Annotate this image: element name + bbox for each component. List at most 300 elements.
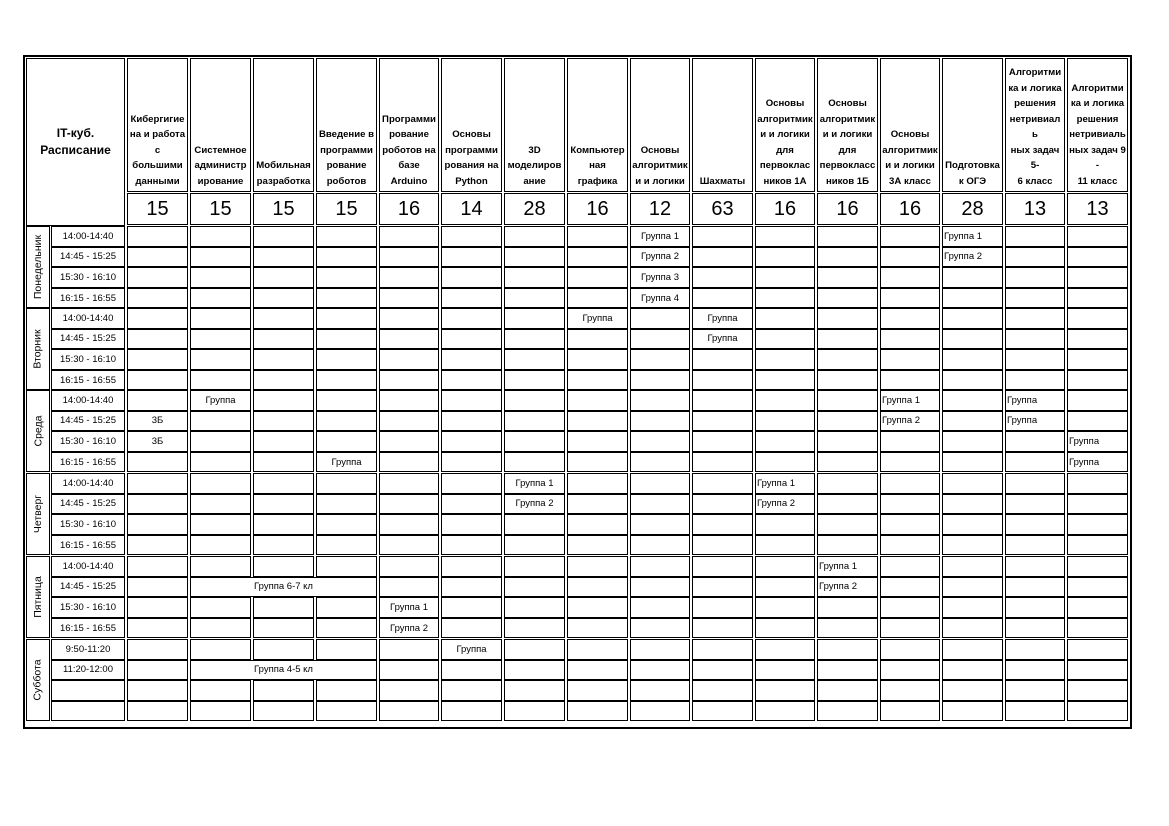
course-name-line: ание: [523, 175, 546, 187]
schedule-cell: [942, 473, 1003, 494]
schedule-cell: [316, 411, 377, 432]
schedule-cell: [567, 473, 628, 494]
course-name: [569, 143, 626, 190]
schedule-cell: [1005, 680, 1065, 701]
schedule-cell: [880, 329, 940, 350]
title-line-2: Расписание: [40, 143, 111, 157]
schedule-cell: [253, 680, 314, 701]
schedule-cell: [379, 247, 439, 268]
course-name: [443, 127, 500, 189]
course-name-line: ка и логика: [1070, 98, 1125, 109]
schedule-cell: [253, 411, 314, 432]
group-label: Группа 1: [757, 477, 796, 489]
schedule-cell: [817, 535, 878, 556]
schedule-cell: [630, 267, 690, 288]
schedule-cell: [1067, 494, 1128, 515]
schedule-cell: [817, 267, 878, 288]
schedule-cell: [1067, 329, 1128, 350]
schedule-cell: [316, 535, 377, 556]
course-header: [253, 58, 314, 192]
schedule-cell: [1005, 701, 1065, 722]
schedule-cell: [817, 431, 878, 452]
student-count: 13: [1005, 193, 1065, 225]
schedule-cell: [253, 514, 314, 535]
schedule-cell: [504, 680, 565, 701]
schedule-cell: [441, 494, 502, 515]
schedule-cell: [253, 597, 314, 618]
schedule-cell: [567, 535, 628, 556]
schedule-cell: [755, 247, 815, 268]
course-name-line: моделиров: [507, 160, 562, 171]
schedule-cell: [942, 411, 1003, 432]
schedule-cell: [630, 680, 690, 701]
day-label: [26, 390, 50, 472]
schedule-cell: [1067, 452, 1128, 473]
schedule-cell: [190, 288, 251, 309]
schedule-cell: [1067, 514, 1128, 535]
schedule-cell: [630, 329, 690, 350]
schedule-cell: [817, 556, 878, 577]
schedule-cell: [190, 267, 251, 288]
course-header: [1005, 58, 1065, 192]
schedule-cell: [379, 349, 439, 370]
schedule-cell: [630, 514, 690, 535]
schedule-cell: [692, 452, 753, 473]
schedule-cell: [1067, 349, 1128, 370]
time-slot: 16:15 - 16:55: [51, 618, 125, 639]
schedule-cell: [379, 535, 439, 556]
schedule-cell: [253, 288, 314, 309]
schedule-cell: [567, 288, 628, 309]
schedule-cell: [880, 411, 940, 432]
schedule-cell: [379, 431, 439, 452]
schedule-cell: [692, 639, 753, 660]
schedule-cell: [1067, 535, 1128, 556]
schedule-cell: [441, 680, 502, 701]
time-slot: 14:00-14:40: [51, 473, 125, 494]
schedule-cell: [630, 535, 690, 556]
course-name-line: решения: [1076, 113, 1119, 125]
student-count: 63: [692, 193, 753, 225]
schedule-cell: [379, 288, 439, 309]
course-name-line: Кибергигие: [130, 113, 185, 125]
schedule-cell: [253, 535, 314, 556]
course-name-line: алгоритмик: [882, 144, 938, 156]
schedule-cell: [1067, 473, 1128, 494]
time-slot: 16:15 - 16:55: [51, 535, 125, 556]
schedule-cell: [379, 473, 439, 494]
schedule-cell: [817, 349, 878, 370]
student-count: 13: [1067, 193, 1128, 225]
schedule-cell: [567, 370, 628, 391]
course-name-line: рование: [326, 160, 367, 171]
schedule-cell: [880, 267, 940, 288]
schedule-cell: [1067, 370, 1128, 391]
course-header: [755, 58, 815, 192]
schedule-cell: [190, 411, 251, 432]
time-slot: 14:45 - 15:25: [51, 329, 125, 350]
schedule-cell: [817, 247, 878, 268]
schedule-cell: [127, 639, 188, 660]
course-header: [1067, 58, 1128, 192]
course-name-line: с: [154, 144, 161, 156]
schedule-cell: [1005, 308, 1065, 329]
schedule-cell: [1005, 535, 1065, 556]
schedule-cell: [817, 308, 878, 329]
schedule-cell: [692, 514, 753, 535]
schedule-cell: [190, 473, 251, 494]
course-name-line: 11 класс: [1077, 175, 1118, 187]
course-name: [882, 127, 938, 189]
schedule-cell: [755, 535, 815, 556]
schedule-cell: [190, 556, 251, 577]
schedule-cell: [630, 701, 690, 722]
schedule-cell: [755, 329, 815, 350]
group-label: Группа 2: [640, 251, 680, 263]
schedule-cell: [692, 701, 753, 722]
schedule-cell: [253, 701, 314, 722]
time-slot: 16:15 - 16:55: [51, 370, 125, 391]
time-slot: 11:20-12:00: [51, 660, 125, 681]
time-slot: 14:45 - 15:25: [51, 411, 125, 432]
schedule-cell: [755, 597, 815, 618]
student-count: 15: [253, 193, 314, 225]
schedule-cell: [127, 308, 188, 329]
time-slot: 14:00-14:40: [51, 308, 125, 329]
schedule-cell: [692, 329, 753, 350]
schedule-cell: [567, 556, 628, 577]
course-name-line: 3D: [528, 144, 541, 156]
schedule-cell: [253, 473, 314, 494]
schedule-cell: [441, 597, 502, 618]
schedule-cell: [755, 431, 815, 452]
course-header: [567, 58, 628, 192]
schedule-cell: [127, 390, 188, 411]
schedule-cell: [504, 329, 565, 350]
schedule-cell: [630, 370, 690, 391]
schedule-cell: [755, 226, 815, 247]
schedule-cell: [755, 308, 815, 329]
course-name: [129, 112, 186, 190]
schedule-cell: [630, 660, 690, 681]
schedule-cell: [755, 390, 815, 411]
course-name-line: базе: [398, 160, 420, 171]
schedule-cell: [1067, 680, 1128, 701]
course-name-line: рование: [389, 129, 429, 140]
course-name-line: алгоритмик: [757, 113, 813, 125]
day-name: Четверг: [32, 495, 44, 534]
group-label: Группа 2: [882, 415, 921, 427]
day-label: [26, 308, 50, 390]
schedule-cell: [1067, 577, 1128, 598]
schedule-cell: [253, 494, 314, 515]
schedule-cell: [316, 452, 377, 473]
schedule-cell: [190, 618, 251, 639]
schedule-cell: [630, 452, 690, 473]
schedule-cell: [817, 370, 878, 391]
schedule-cell: [692, 577, 753, 598]
schedule-cell: [190, 597, 251, 618]
schedule-cell: [567, 577, 628, 598]
schedule-cell: [942, 288, 1003, 309]
schedule-cell: [127, 452, 188, 473]
schedule-cell: [880, 494, 940, 515]
schedule-cell: [316, 288, 377, 309]
schedule-cell: [504, 411, 565, 432]
course-name: [255, 158, 312, 189]
schedule-cell: [253, 247, 314, 268]
day-label: [26, 473, 50, 555]
course-name: [1069, 81, 1126, 190]
schedule-cell: [880, 473, 940, 494]
course-name-line: ирование: [197, 175, 244, 187]
schedule-cell: [567, 660, 628, 681]
schedule-cell: [817, 473, 878, 494]
course-name-line: решения: [1014, 98, 1056, 109]
day-name: Среда: [32, 415, 44, 447]
schedule-cell: [630, 411, 690, 432]
group-label: Группа 2: [944, 251, 983, 263]
schedule-cell: [504, 494, 565, 515]
schedule-cell: [127, 411, 188, 432]
schedule-cell: [880, 701, 940, 722]
schedule-cell: [127, 577, 188, 598]
schedule-cell: [755, 370, 815, 391]
schedule-cell: [755, 618, 815, 639]
schedule-cell: [127, 267, 188, 288]
schedule-cell: [316, 701, 377, 722]
schedule-cell: [755, 411, 815, 432]
schedule-cell: [692, 226, 753, 247]
group-label: Группа: [205, 394, 236, 406]
schedule-cell: [1067, 288, 1128, 309]
schedule-cell: [1067, 226, 1128, 247]
schedule-cell: [880, 308, 940, 329]
schedule-cell: [127, 597, 188, 618]
schedule-cell: [1005, 597, 1065, 618]
course-name-line: Подготовка: [945, 160, 1000, 171]
schedule-cell: [316, 267, 377, 288]
course-name-line: Введение в: [318, 129, 375, 140]
schedule-cell: [441, 660, 502, 681]
course-name-line: нетривиаль: [1009, 113, 1061, 140]
schedule-cell: [942, 390, 1003, 411]
schedule-cell: [755, 349, 815, 370]
schedule-cell: [630, 556, 690, 577]
schedule-cell: [190, 247, 251, 268]
schedule-cell: [504, 452, 565, 473]
schedule-cell: [817, 680, 878, 701]
schedule-cell: [316, 556, 377, 577]
schedule-cell: [755, 639, 815, 660]
schedule-cell: [817, 514, 878, 535]
schedule-cell: [567, 411, 628, 432]
day-label: [26, 226, 50, 308]
group-label: Группа 1: [640, 230, 680, 242]
course-name-line: администр: [194, 160, 247, 171]
group-label: Группа: [1069, 435, 1100, 447]
schedule-cell: [692, 370, 753, 391]
course-name-line: на и работа: [129, 129, 186, 140]
group-label: Группа 1: [389, 601, 429, 613]
schedule-cell: [567, 349, 628, 370]
schedule-cell: [755, 473, 815, 494]
schedule-cell: [1005, 556, 1065, 577]
group-label: Группа: [1007, 394, 1038, 406]
schedule-cell: [504, 247, 565, 268]
schedule-cell: [190, 452, 251, 473]
schedule-cell: [127, 329, 188, 350]
group-label: Группа: [707, 333, 738, 345]
schedule-cell: [1067, 618, 1128, 639]
course-name-line: Основы: [828, 98, 867, 109]
schedule-cell: [253, 452, 314, 473]
schedule-cell: [379, 308, 439, 329]
schedule-cell: [755, 494, 815, 515]
schedule-cell: [441, 577, 502, 598]
schedule-cell: [1005, 494, 1065, 515]
course-header: [504, 58, 565, 192]
schedule-cell: [441, 267, 502, 288]
course-name-line: ников 1Б: [825, 175, 870, 187]
schedule-cell: [567, 226, 628, 247]
schedule-cell: [755, 288, 815, 309]
schedule-cell: [817, 452, 878, 473]
time-slot: 16:15 - 16:55: [51, 288, 125, 309]
schedule-cell: [755, 556, 815, 577]
day-name: Вторник: [32, 329, 45, 369]
schedule-cell: [1067, 660, 1128, 681]
schedule-cell: [379, 370, 439, 391]
course-name: [944, 158, 1001, 189]
schedule-cell: [1005, 226, 1065, 247]
time-slot: 15:30 - 16:10: [51, 267, 125, 288]
course-name-line: Python: [455, 175, 488, 187]
schedule-cell: [692, 618, 753, 639]
schedule-cell: [817, 577, 878, 598]
schedule-cell: [379, 701, 439, 722]
schedule-cell: [1067, 308, 1128, 329]
schedule-cell: [630, 390, 690, 411]
schedule-cell: [942, 639, 1003, 660]
schedule-cell: [942, 349, 1003, 370]
schedule-cell: [942, 494, 1003, 515]
schedule-cell: [692, 494, 753, 515]
student-count: 14: [441, 193, 502, 225]
group-label: Группа: [707, 312, 738, 324]
schedule-cell: [316, 247, 377, 268]
schedule-cell: [880, 247, 940, 268]
schedule-cell: [567, 639, 628, 660]
schedule-cell: [504, 639, 565, 660]
schedule-cell: [316, 349, 377, 370]
schedule-cell: [1005, 288, 1065, 309]
schedule-cell: [755, 701, 815, 722]
schedule-cell: [755, 267, 815, 288]
schedule-cell: [567, 701, 628, 722]
schedule-cell: [567, 680, 628, 701]
schedule-cell: [1067, 390, 1128, 411]
schedule-cell: [316, 390, 377, 411]
schedule-cell: [190, 329, 251, 350]
time-slot: 14:45 - 15:25: [51, 577, 125, 598]
schedule-cell: [190, 680, 251, 701]
schedule-cell: [316, 514, 377, 535]
day-label: [26, 639, 50, 721]
schedule-cell: [817, 701, 878, 722]
schedule-cell: [692, 535, 753, 556]
course-name-line: для: [776, 144, 794, 156]
student-count: 15: [127, 193, 188, 225]
schedule-cell: [1005, 660, 1065, 681]
schedule-cell: [504, 660, 565, 681]
schedule-cell: [880, 288, 940, 309]
schedule-cell: [190, 370, 251, 391]
course-name-line: Программи: [382, 113, 436, 125]
group-label: Группа 2: [389, 622, 429, 634]
schedule-cell: [190, 308, 251, 329]
course-name-line: Компьютер: [570, 144, 625, 156]
schedule-cell: [253, 267, 314, 288]
schedule-cell: [190, 514, 251, 535]
schedule-cell: [379, 556, 439, 577]
student-count: 15: [316, 193, 377, 225]
schedule-cell: [316, 308, 377, 329]
time-slot: 9:50-11:20: [51, 639, 125, 660]
schedule-cell: [630, 288, 690, 309]
schedule-cell: [316, 431, 377, 452]
schedule-cell: [880, 577, 940, 598]
schedule-cell: [127, 556, 188, 577]
course-name-line: 3А класс: [889, 175, 931, 187]
schedule-cell: [692, 390, 753, 411]
schedule-cell: [127, 494, 188, 515]
schedule-cell: [316, 370, 377, 391]
course-name-line: роботов: [326, 175, 367, 187]
schedule-cell: [692, 597, 753, 618]
schedule-cell: [880, 680, 940, 701]
course-header: [190, 58, 251, 192]
table-title: [26, 58, 125, 226]
schedule-cell: [127, 701, 188, 722]
schedule-cell: [504, 390, 565, 411]
schedule-cell: [504, 535, 565, 556]
schedule-cell: [880, 349, 940, 370]
course-name-line: и и логики: [885, 160, 935, 171]
time-slot: 15:30 - 16:10: [51, 597, 125, 618]
schedule-cell: [253, 639, 314, 660]
schedule-cell: [316, 680, 377, 701]
course-name: [318, 127, 375, 189]
schedule-table: [23, 55, 1132, 729]
schedule-cell: [942, 680, 1003, 701]
course-name-line: разработка: [256, 175, 311, 187]
schedule-cell: [316, 226, 377, 247]
schedule-cell: [1067, 267, 1128, 288]
schedule-cell: [630, 639, 690, 660]
merged-schedule-cell: [190, 660, 377, 681]
course-name-line: Основы: [452, 129, 491, 140]
schedule-cell: [755, 514, 815, 535]
schedule-cell: [817, 597, 878, 618]
schedule-cell: [692, 267, 753, 288]
schedule-cell: [817, 639, 878, 660]
schedule-cell: [1005, 349, 1065, 370]
schedule-cell: [379, 226, 439, 247]
schedule-cell: [1067, 411, 1128, 432]
course-name-line: программи: [445, 144, 498, 156]
course-name: [192, 143, 249, 190]
